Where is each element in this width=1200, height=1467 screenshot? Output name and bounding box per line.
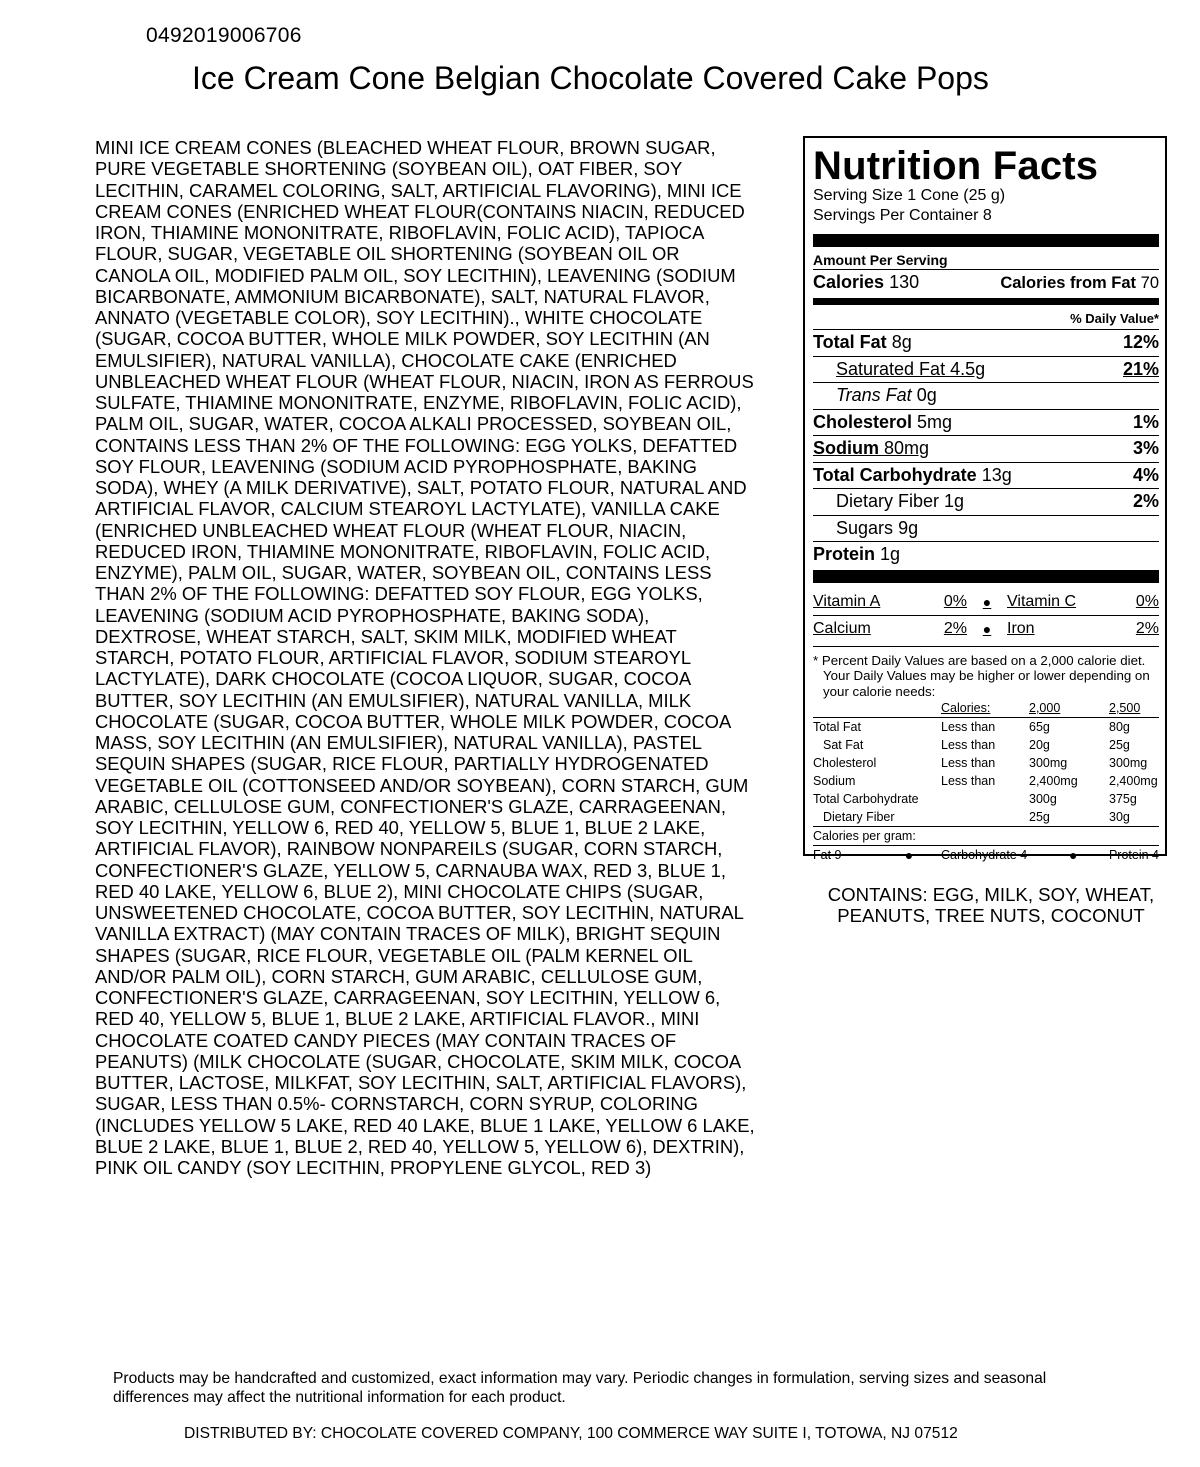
nutrient-label: Total Fat xyxy=(813,332,887,352)
dv-cell xyxy=(941,808,1029,826)
nutrient-pct: 12% xyxy=(1122,332,1159,352)
nutrient-pct: 21% xyxy=(1122,358,1159,379)
nutrient-label: Cholesterol xyxy=(813,411,913,432)
nutrient-amount: 9g xyxy=(898,517,919,538)
calories-fat-label: Calories from Fat xyxy=(1000,274,1137,292)
dv-table-row xyxy=(813,736,1159,754)
dv-table-row xyxy=(813,772,1159,790)
dv-cell: Dietary Fiber xyxy=(823,810,895,824)
nutrient-row-total-fat xyxy=(813,329,1159,356)
cpg-fat: Fat 9 xyxy=(813,848,842,862)
dv-cell: 375g xyxy=(1109,792,1137,806)
dv-cell: 300g xyxy=(1029,792,1057,806)
vitamin-pct: 0% xyxy=(1135,592,1159,610)
nutrient-amount: 8g xyxy=(891,332,912,352)
divider-thick xyxy=(813,570,1159,583)
dv-cell: Less than xyxy=(941,756,996,770)
calories-value: 130 xyxy=(889,272,920,292)
bullet-icon: ● xyxy=(1069,847,1078,863)
vitamin-row-calcium-iron xyxy=(813,615,1159,642)
calories-row xyxy=(813,269,1159,295)
dv-cell: Less than xyxy=(941,738,996,752)
dv-cell: Sat Fat xyxy=(823,738,864,752)
nutrient-row-cholesterol xyxy=(813,409,1159,436)
nutrient-row-saturated-fat xyxy=(813,356,1159,383)
dv-cell: 2,500 xyxy=(1109,701,1141,715)
nutrient-pct: 2% xyxy=(1132,491,1159,511)
nutrient-row-sodium xyxy=(813,435,1159,462)
nutrition-facts-panel xyxy=(803,136,1167,863)
bullet-icon: ● xyxy=(904,847,914,863)
cpg-carbohydrate: Carbohydrate 4 xyxy=(941,848,1028,862)
vitamin-row-a-c xyxy=(813,589,1159,615)
dv-table-row xyxy=(813,718,1159,736)
dv-cell xyxy=(941,790,1029,808)
divider-thick xyxy=(813,234,1159,247)
nutrient-label: Saturated Fat xyxy=(836,358,946,379)
dv-table-row xyxy=(813,808,1159,826)
nutrient-row-protein xyxy=(813,541,1159,568)
dv-cell: Total Carbohydrate xyxy=(813,792,919,806)
nutrient-amount: 13g xyxy=(981,464,1012,485)
nutrient-row-sugars xyxy=(813,515,1159,542)
dv-table-row xyxy=(813,754,1159,772)
nutrient-amount: 5mg xyxy=(917,411,953,432)
divider-thin xyxy=(813,646,1159,647)
dv-cell xyxy=(813,699,941,717)
cpg-protein: Protein 4 xyxy=(1108,848,1159,862)
dv-cell: 30g xyxy=(1109,810,1130,824)
calories-per-gram-values xyxy=(813,846,1159,864)
dv-cell: 80g xyxy=(1109,720,1130,734)
footnote-line: * Percent Daily Values are based on a 2,000 calorie diet. xyxy=(813,652,1146,668)
vitamin-pct: 0% xyxy=(943,592,967,610)
product-title: Ice Cream Cone Belgian Chocolate Covered Cake Pops xyxy=(192,60,989,96)
amount-per-serving: Amount Per Serving xyxy=(813,252,948,268)
bullet-icon: ● xyxy=(982,620,992,637)
divider-medium xyxy=(813,298,1159,305)
servings-per-container: Servings Per Container 8 xyxy=(813,207,992,224)
calories-per-gram: Calories per gram: xyxy=(813,829,916,843)
vitamin-label: Vitamin A xyxy=(813,592,881,610)
dv-table-row xyxy=(813,790,1159,808)
nutrient-amount: 1g xyxy=(880,544,901,564)
daily-value-header: % Daily Value* xyxy=(1070,311,1159,326)
footnote xyxy=(813,653,1159,700)
nutrient-pct: 4% xyxy=(1132,464,1159,485)
nutrient-pct: 3% xyxy=(1132,438,1159,458)
dv-cell: 2,000 xyxy=(1029,701,1061,715)
nutrient-row-total-carbohydrate xyxy=(813,462,1159,489)
vitamin-label: Vitamin C xyxy=(1007,592,1077,610)
bullet-icon: ● xyxy=(982,593,992,610)
dv-cell: Total Fat xyxy=(813,720,861,734)
vitamin-pct: 2% xyxy=(1135,619,1159,637)
nutrient-row-trans-fat xyxy=(813,382,1159,409)
calories-fat-value: 70 xyxy=(1140,274,1159,292)
dv-table-header xyxy=(813,699,1159,717)
dv-cell: Less than xyxy=(941,774,996,788)
nutrient-label: Total Carbohydrate xyxy=(813,464,977,485)
dv-cell: 300mg xyxy=(1029,756,1068,770)
nutrient-label: Protein xyxy=(813,544,876,564)
allergen-statement: CONTAINS: EGG, MILK, SOY, WHEAT, PEANUTS, TREE NUTS, COCONUT xyxy=(827,884,1155,926)
nutrient-row-dietary-fiber xyxy=(813,488,1159,515)
nutrient-label: Trans Fat xyxy=(836,385,912,405)
nutrient-label: Dietary Fiber xyxy=(836,491,940,511)
dv-cell: 2,400mg xyxy=(1109,774,1158,788)
dv-cell: 25g xyxy=(1029,810,1050,824)
dv-cell: Sodium xyxy=(813,774,856,788)
distributor-info: DISTRIBUTED BY: CHOCOLATE COVERED COMPANY, 100 COMMERCE WAY SUITE I, TOTOWA, NJ 07512 xyxy=(184,1425,958,1442)
nutrient-amount: 4.5g xyxy=(950,358,986,379)
nutrient-pct: 1% xyxy=(1132,411,1159,432)
upc-code: 0492019006706 xyxy=(146,24,302,47)
vitamin-label: Calcium xyxy=(813,619,871,637)
vitamin-label: Iron xyxy=(1007,619,1035,637)
dv-cell: 65g xyxy=(1029,720,1050,734)
dv-cell: Cholesterol xyxy=(813,756,877,770)
nutrition-facts-heading: Nutrition Facts xyxy=(813,144,1099,188)
nutrient-label: Sodium xyxy=(813,438,879,458)
dv-cell: 2,400mg xyxy=(1029,774,1078,788)
calories-label: Calories xyxy=(813,272,885,292)
nutrient-amount: 1g xyxy=(944,491,965,511)
dv-cell: 300mg xyxy=(1109,756,1148,770)
dv-cell: Calories: xyxy=(941,701,991,715)
ingredients-text: MINI ICE CREAM CONES (BLEACHED WHEAT FLOUR, BROWN SUGAR, PURE VEGETABLE SHORTENING (SOYBEAN OIL), OAT FIBER, SOY LECITHIN, CARAMEL COLORING, SALT, ARTIFICIAL FLAVORING), MINI ICE CREAM CONES (ENRICHED WHEAT FLOUR(CONTAINS NIACIN, REDUCED IRON, THIAMINE MONONITRATE, RIBOFLAVIN, FOLIC ACID), TAPIOCA FLOUR, SUGAR, VEGETABLE OIL SHORTENING (SOYBEAN OIL OR CANOLA OIL, MODIFIED PALM OIL, SOY LECITHIN), LEAVENING (SODIUM BICARBONATE, AMMONIUM BICARBONATE), SALT, NATURAL FLAVOR, ANNATO (VEGETABLE COLOR), SOY LECITHIN)., WHITE CHOCOLATE (SUGAR, COCOA BUTTER, WHOLE MILK POWDER, SOY LECITHIN (AN EMULSIFIER), NATURAL VANILLA), CHOCOLATE CAKE (ENRICHED UNBLEACHED WHEAT FLOUR (WHEAT FLOUR, NIACIN, IRON AS FERROUS SULFATE, THIAMINE MONONITRATE, ENZYME, RIBOFLAVIN, FOLIC ACID), PALM OIL, SUGAR, WATER, COCOA ALKALI PROCESSED, SOYBEAN OIL, CONTAINS LESS THAN 2% OF THE FOLLOWING: EGG YOLKS, DEFATTED SOY FLOUR, LEAVENING (SODIUM ACID PYROPHOSPHATE, BAKING SODA), WHEY (A MILK DERIVATIVE), SALT, POTATO FLOUR, NATURAL AND ARTIFICIAL FLAVOR, CALCIUM STEAROYL LACTYLATE), VANILLA CAKE (ENRICHED UNBLEACHED WHEAT FLOUR (WHEAT FLOUR, NIACIN, REDUCED IRON, THIAMINE MONONITRATE, RIBOFLAVIN, FOLIC ACID, ENZYME), PALM OIL, SUGAR, WATER, SOYBEAN OIL, CONTAINS LESS THAN 2% OF THE FOLLOWING: DEFATTED SOY FLOUR, EGG YOLKS, LEAVENING (SODIUM ACID PYROPHOSPHATE, BAKING SODA), DEXTROSE, WHEAT STARCH, SALT, SKIM MILK, MODIFIED WHEAT STARCH, POTATO FLOUR, ARTIFICIAL FLAVOR, SODIUM STEAROYL LACTYLATE), DARK CHOCOLATE (COCOA LIQUOR, SUGAR, COCOA BUTTER, SOY LECITHIN (AN EMULSIFIER), NATURAL VANILLA, MILK CHOCOLATE (SUGAR, COCOA BUTTER, WHOLE MILK POWDER, COCOA MASS, SOY LECITHIN (AN EMULSIFIER), NATURAL VANILLA), PASTEL SEQUIN SHAPES (SUGAR, RICE FLOUR, PARTIALLY HYDROGENATED VEGETABLE OIL (COTTONSEED AND/OR SOYBEAN), CORN STARCH, GUM ARABIC, CELLULOSE GUM, CONFECTIONER'S GLAZE, CARRAGEENAN, SOY LECITHIN, YELLOW 6, RED 40, YELLOW 5, BLUE 1, BLUE 2 LAKE, ARTIFICIAL FLAVOR), RAINBOW NONPAREILS (SUGAR, CORN STARCH, CONFECTIONER'S GLAZE, YELLOW 5, CARNAUBA WAX, RED 3, BLUE 1, RED 40 LAKE, YELLOW 6, BLUE 2), MINI CHOCOLATE CHIPS (SUGAR, UNSWEETENED CHOCOLATE, COCOA BUTTER, SOY LECITHIN, NATURAL VANILLA EXTRACT) (MAY CONTAIN TRACES OF MILK), BRIGHT SEQUIN SHAPES (SUGAR, RICE FLOUR, VEGETABLE OIL (PALM KERNEL OIL AND/OR PALM OIL), CORN STARCH, GUM ARABIC, CELLULOSE GUM, CONFECTIONER'S GLAZE, CARRAGEENAN, SOY LECITHIN, YELLOW 6, RED 40, YELLOW 5, BLUE 1, BLUE 2 LAKE, ARTIFICIAL FLAVOR., MINI CHOCOLATE COATED CANDY PIECES (MAY CONTAIN TRACES OF PEANUTS) (MILK CHOCOLATE (SUGAR, CHOCOLATE, SKIM MILK, COCOA BUTTER, LACTOSE, MILKFAT, SOY LECITHIN, SALT, ARTIFICIAL FLAVORS), SUGAR, LESS THAN 0.5%- CORNSTARCH, CORN SYRUP, COLORING (INCLUDES YELLOW 5 LAKE, RED 40 LAKE, BLUE 1 LAKE, YELLOW 6 LAKE, BLUE 2 LAKE, BLUE 1, BLUE 2, RED 40, YELLOW 5, YELLOW 6), DEXTRIN), PINK OIL CANDY (SOY LECITHIN, PROPYLENE GLYCOL, RED 3) xyxy=(95,137,755,1178)
vitamin-pct: 2% xyxy=(943,619,967,637)
nutrient-amount: 80mg xyxy=(884,438,930,458)
footnote-line: your calorie needs: xyxy=(823,683,936,699)
dv-cell: Less than xyxy=(941,720,996,734)
nutrient-label: Sugars xyxy=(836,517,894,538)
disclaimer-text: Products may be handcrafted and customized, exact information may vary. Periodic changes in formulation, serving sizes and seasonal differences may affect the nutritional information for each product. xyxy=(113,1370,1047,1406)
dv-cell: 25g xyxy=(1109,738,1130,752)
dv-cell: 20g xyxy=(1029,738,1050,752)
nutrient-amount: 0g xyxy=(916,385,937,405)
serving-size: Serving Size 1 Cone (25 g) xyxy=(813,187,1006,204)
footnote-line: Your Daily Values may be higher or lower depending on xyxy=(823,668,1150,683)
